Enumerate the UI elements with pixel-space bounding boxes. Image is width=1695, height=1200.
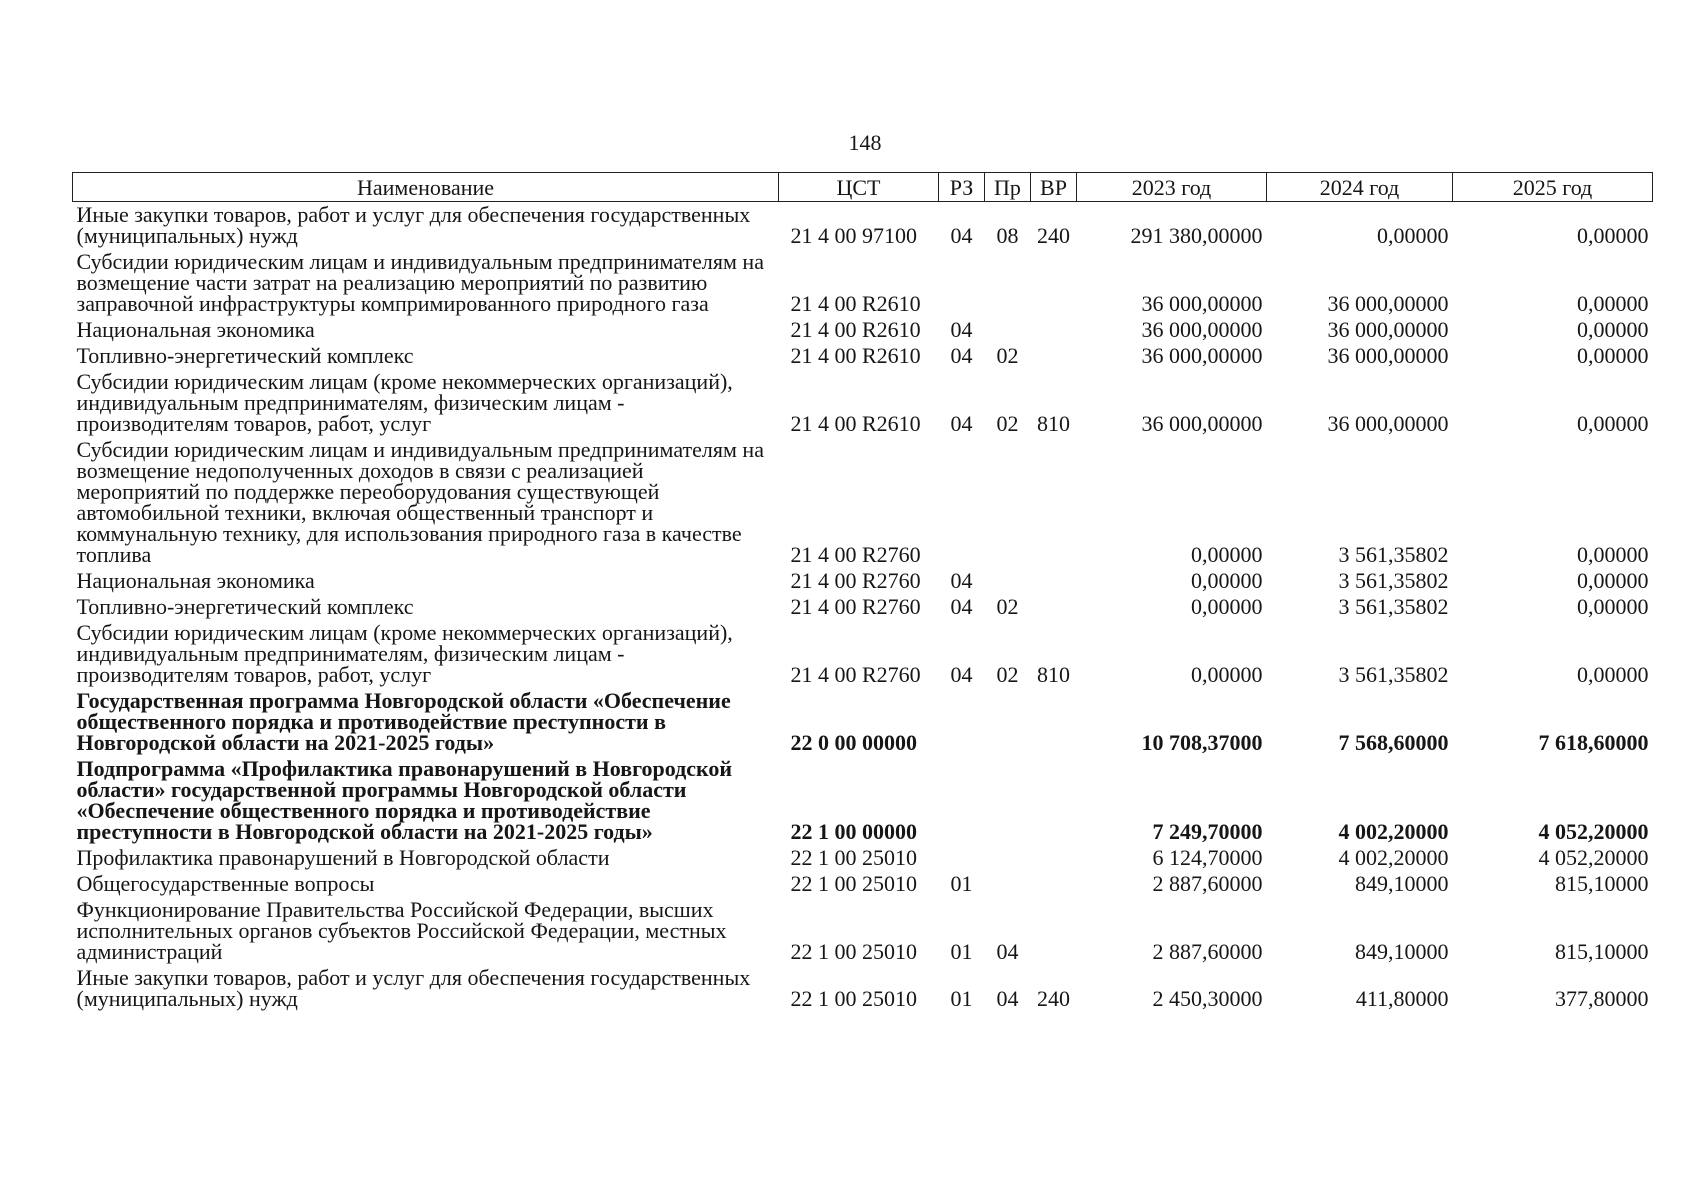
cell-vr (1031, 343, 1077, 369)
cell-name: Государственная программа Новгородской области «Обеспечение общественного порядка и противодействие преступности в Новгородской области на 2021-2025 годы» (76, 688, 731, 755)
cell-2024: 36 000,00000 (1327, 291, 1449, 316)
cell-2024: 7 568,60000 (1338, 730, 1449, 755)
cell-rz (939, 437, 985, 568)
cell-rz: 01 (950, 939, 973, 964)
cell-vr (1031, 568, 1077, 594)
cell-2025: 0,00000 (1577, 568, 1649, 593)
cell-vr (1031, 897, 1077, 965)
cell-2023: 2 887,60000 (1152, 939, 1263, 964)
cell-pr (985, 317, 1031, 343)
cell-2025: 7 618,60000 (1538, 730, 1649, 755)
cell-name: Субсидии юридическим лицам и индивидуальным предпринимателям на возмещение части затрат на реализацию мероприятий по развитию заправочной инфраструктуры компримированного природного газа (76, 249, 764, 316)
cell-vr: 810 (1037, 411, 1070, 436)
cell-cst: 21 4 00 R2610 (790, 411, 921, 436)
cell-2023: 7 249,70000 (1152, 819, 1263, 844)
table-row (73, 688, 1653, 756)
cell-pr: 04 (996, 986, 1019, 1011)
cell-pr (985, 249, 1031, 317)
cell-cst: 22 1 00 25010 (790, 939, 917, 964)
cell-rz: 04 (950, 223, 973, 248)
cell-2024: 0,00000 (1377, 223, 1449, 248)
cell-rz: 04 (950, 594, 973, 619)
cell-2025: 0,00000 (1577, 317, 1649, 342)
cell-pr: 08 (996, 223, 1019, 248)
table-row (73, 620, 1653, 688)
cell-2023: 2 887,60000 (1152, 871, 1263, 896)
cell-vr (1031, 845, 1077, 871)
cell-rz (939, 249, 985, 317)
cell-cst: 22 0 00 00000 (790, 730, 917, 755)
cell-2024: 849,10000 (1355, 939, 1449, 964)
cell-2025: 4 052,20000 (1538, 819, 1649, 844)
table-row (73, 437, 1653, 568)
table-row (73, 594, 1653, 620)
cell-name: Иные закупки товаров, работ и услуг для обеспечения государственных (муниципальных) нужд (76, 202, 751, 248)
table-row (73, 568, 1653, 594)
table-row (73, 756, 1653, 845)
cell-2024: 36 000,00000 (1327, 343, 1449, 368)
cell-2023: 2 450,30000 (1152, 986, 1263, 1011)
cell-2024: 3 561,35802 (1338, 542, 1449, 567)
header-name: Наименование (73, 173, 779, 202)
cell-cst: 22 1 00 25010 (790, 845, 917, 870)
table-row (73, 369, 1653, 437)
cell-pr: 04 (996, 939, 1019, 964)
cell-pr (985, 845, 1031, 871)
cell-name: Подпрограмма «Профилактика правонарушений в Новгородской области» государственной программы Новгородской области «Обеспечение общественного порядка и противодействие преступности в Новгородской области на 2021-2025 годы» (76, 756, 733, 844)
cell-2025: 0,00000 (1577, 343, 1649, 368)
table-row (73, 317, 1653, 343)
cell-name: Национальная экономика (76, 568, 315, 593)
cell-name: Функционирование Правительства Российской Федерации, высших исполнительных органов субъектов Российской Федерации, местных администраций (76, 897, 727, 964)
cell-cst: 21 4 00 R2760 (790, 568, 921, 593)
cell-2025: 4 052,20000 (1538, 845, 1649, 870)
cell-cst: 21 4 00 97100 (790, 223, 917, 248)
cell-2024: 3 561,35802 (1338, 568, 1449, 593)
cell-2025: 815,10000 (1555, 871, 1649, 896)
cell-name: Общегосударственные вопросы (76, 871, 375, 896)
cell-pr (985, 688, 1031, 756)
cell-pr: 02 (996, 411, 1019, 436)
cell-rz: 04 (950, 568, 973, 593)
cell-2023: 0,00000 (1191, 568, 1263, 593)
cell-name: Топливно-энергетический комплекс (76, 594, 414, 619)
header-rz: РЗ (939, 173, 985, 202)
cell-vr: 810 (1037, 662, 1070, 687)
cell-2023: 0,00000 (1191, 542, 1263, 567)
cell-2024: 36 000,00000 (1327, 411, 1449, 436)
table-row (73, 897, 1653, 965)
cell-2025: 0,00000 (1577, 223, 1649, 248)
cell-2025: 377,80000 (1555, 986, 1649, 1011)
page-number: 148 (848, 130, 882, 155)
cell-name: Субсидии юридическим лицам (кроме некоммерческих организаций), индивидуальным предпринимателям, физическим лицам - производителям товаров, работ, услуг (76, 369, 733, 436)
table-body (73, 202, 1653, 1013)
header-vr: ВР (1031, 173, 1077, 202)
cell-2025: 0,00000 (1577, 542, 1649, 567)
cell-cst: 22 1 00 25010 (790, 986, 917, 1011)
table-row (73, 249, 1653, 317)
cell-2023: 36 000,00000 (1141, 411, 1263, 436)
cell-2023: 0,00000 (1191, 662, 1263, 687)
cell-cst: 21 4 00 R2610 (790, 343, 921, 368)
cell-vr (1031, 594, 1077, 620)
cell-vr (1031, 437, 1077, 568)
cell-2023: 6 124,70000 (1152, 845, 1263, 870)
header-2024: 2024 год (1267, 173, 1453, 202)
header-2025: 2025 год (1453, 173, 1653, 202)
cell-cst: 21 4 00 R2610 (790, 291, 921, 316)
cell-rz: 04 (950, 411, 973, 436)
cell-2025: 815,10000 (1555, 939, 1649, 964)
table-row (73, 202, 1653, 250)
cell-name: Профилактика правонарушений в Новгородской области (76, 845, 610, 870)
table-header-row (73, 173, 1653, 202)
cell-2025: 0,00000 (1577, 662, 1649, 687)
budget-table (72, 172, 1653, 1012)
cell-vr (1031, 249, 1077, 317)
cell-2025: 0,00000 (1577, 594, 1649, 619)
cell-rz (939, 845, 985, 871)
cell-2024: 411,80000 (1355, 986, 1449, 1011)
cell-rz: 01 (950, 986, 973, 1011)
cell-cst: 21 4 00 R2610 (790, 317, 921, 342)
cell-rz: 04 (950, 662, 973, 687)
cell-cst: 22 1 00 25010 (790, 871, 917, 896)
cell-vr (1031, 688, 1077, 756)
cell-2023: 36 000,00000 (1141, 343, 1263, 368)
cell-vr: 240 (1037, 986, 1070, 1011)
cell-pr: 02 (996, 662, 1019, 687)
cell-2024: 36 000,00000 (1327, 317, 1449, 342)
cell-2024: 849,10000 (1355, 871, 1449, 896)
cell-2023: 291 380,00000 (1130, 223, 1263, 248)
cell-rz: 04 (950, 343, 973, 368)
cell-vr (1031, 317, 1077, 343)
cell-name: Топливно-энергетический комплекс (76, 343, 414, 368)
cell-cst: 22 1 00 00000 (790, 819, 917, 844)
cell-vr (1031, 871, 1077, 897)
cell-name: Субсидии юридическим лицам (кроме некоммерческих организаций), индивидуальным предпринимателям, физическим лицам - производителям товаров, работ, услуг (76, 620, 733, 687)
cell-name: Иные закупки товаров, работ и услуг для обеспечения государственных (муниципальных) нужд (76, 965, 751, 1011)
cell-rz (939, 688, 985, 756)
header-cst: ЦСТ (779, 173, 939, 202)
cell-2024: 4 002,20000 (1338, 819, 1449, 844)
cell-pr (985, 568, 1031, 594)
cell-rz: 01 (950, 871, 973, 896)
table-row (73, 845, 1653, 871)
cell-2023: 0,00000 (1191, 594, 1263, 619)
cell-pr: 02 (996, 343, 1019, 368)
cell-name: Субсидии юридическим лицам и индивидуальным предпринимателям на возмещение недополученных доходов в связи с реализацией мероприятий по поддержке переоборудования существующей автомобильной техники, включая общественный транспорт и коммунальную технику, для использования природного газа в качестве топлива (76, 437, 764, 567)
cell-2024: 3 561,35802 (1338, 662, 1449, 687)
cell-name: Национальная экономика (76, 317, 315, 342)
table-row (73, 871, 1653, 897)
header-pr: Пр (985, 173, 1031, 202)
cell-2023: 36 000,00000 (1141, 291, 1263, 316)
cell-cst: 21 4 00 R2760 (790, 542, 921, 567)
header-2023: 2023 год (1077, 173, 1267, 202)
cell-rz (939, 756, 985, 845)
cell-pr: 02 (996, 594, 1019, 619)
cell-2025: 0,00000 (1577, 411, 1649, 436)
cell-cst: 21 4 00 R2760 (790, 594, 921, 619)
cell-pr (985, 756, 1031, 845)
cell-rz: 04 (950, 317, 973, 342)
cell-2023: 10 708,37000 (1141, 730, 1263, 755)
cell-pr (985, 871, 1031, 897)
table-row (73, 965, 1653, 1012)
cell-vr (1031, 756, 1077, 845)
cell-cst: 21 4 00 R2760 (790, 662, 921, 687)
cell-2025: 0,00000 (1577, 291, 1649, 316)
cell-2024: 4 002,20000 (1338, 845, 1449, 870)
cell-2024: 3 561,35802 (1338, 594, 1449, 619)
table-row (73, 343, 1653, 369)
cell-pr (985, 437, 1031, 568)
cell-vr: 240 (1037, 223, 1070, 248)
cell-2023: 36 000,00000 (1141, 317, 1263, 342)
